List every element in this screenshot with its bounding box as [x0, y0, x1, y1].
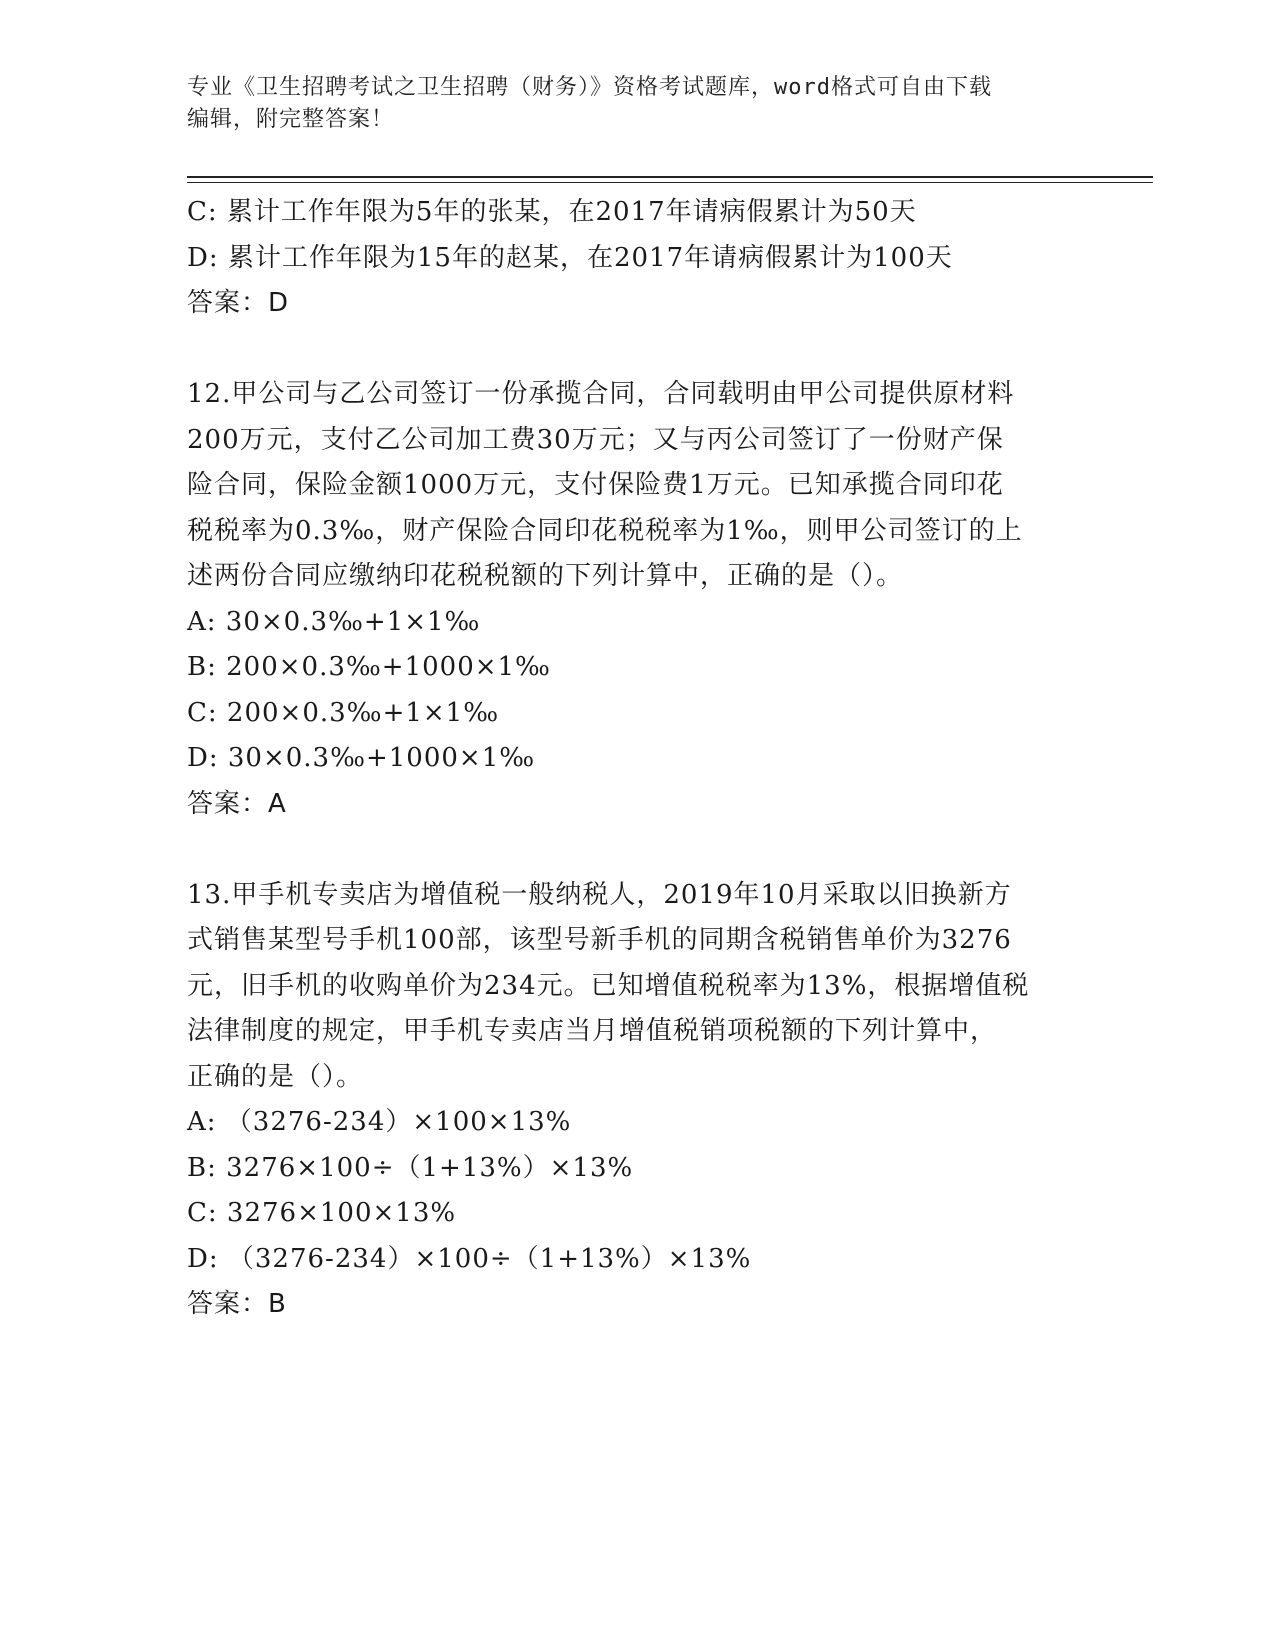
page-content [187, 190, 1087, 1328]
answer-line: 答案：D [187, 288, 290, 318]
option-c: C: 200×0.3‰+1×1‰ [187, 697, 500, 728]
answer-line: 答案：B [187, 1289, 287, 1319]
question-text-line: 险合同，保险金额1000万元，支付保险费1万元。已知承揽合同印花 [187, 470, 1004, 500]
option-c: C: 累计工作年限为5年的张某，在2017年请病假累计为50天 [187, 197, 917, 227]
question-text-line: 法律制度的规定，甲手机专卖店当月增值税销项税额的下列计算中， [187, 1016, 998, 1046]
question-12-block [187, 372, 1087, 827]
previous-question-block [187, 190, 1087, 327]
question-text-line: 13.甲手机专卖店为增值税一般纳税人，2019年10月采取以旧换新方 [187, 879, 1012, 910]
header-divider-thin [187, 182, 1153, 183]
option-a: A: 30×0.3‰+1×1‰ [187, 606, 481, 637]
option-c: C: 3276×100×13% [187, 1198, 457, 1228]
option-d: D: 30×0.3‰+1000×1‰ [187, 743, 536, 773]
question-text-line: 述两份合同应缴纳印花税税额的下列计算中，正确的是（）。 [187, 561, 904, 591]
question-text-line: 元，旧手机的收购单价为234元。已知增值税税率为13%，根据增值税 [187, 970, 1030, 1001]
question-text-line: 税税率为0.3‰，财产保险合同印花税税率为1‰，则甲公司签订的上 [187, 515, 1023, 546]
question-text-line: 正确的是（）。 [187, 1061, 364, 1092]
spacer [187, 827, 1087, 873]
option-b: B: 3276×100÷（1+13%）×13% [187, 1152, 634, 1183]
option-a: A: （3276-234）×100×13% [187, 1107, 572, 1137]
header-line-2: 编辑，附完整答案！ [187, 107, 395, 132]
header-divider-thick [187, 176, 1153, 178]
question-text-line: 12.甲公司与乙公司签订一份承揽合同，合同载明由甲公司提供原材料 [187, 379, 1015, 409]
spacer [187, 327, 1087, 373]
question-text-line: 式销售某型号手机100部，该型号新手机的同期含税销售单价为3276 [187, 925, 1012, 955]
page-header [187, 72, 1067, 136]
option-d: D: 累计工作年限为15年的赵某，在2017年请病假累计为100天 [187, 242, 953, 273]
question-text-line: 200万元，支付乙公司加工费30万元；又与丙公司签订了一份财产保 [187, 424, 1004, 455]
answer-line: 答案：A [187, 788, 287, 819]
question-13-block [187, 873, 1087, 1328]
option-d: D: （3276-234）×100÷（1+13%）×13% [187, 1243, 752, 1274]
option-b: B: 200×0.3‰+1000×1‰ [187, 652, 551, 682]
header-line-1: 专业《卫生招聘考试之卫生招聘（财务）》资格考试题库，word格式可自由下载 [187, 75, 992, 100]
